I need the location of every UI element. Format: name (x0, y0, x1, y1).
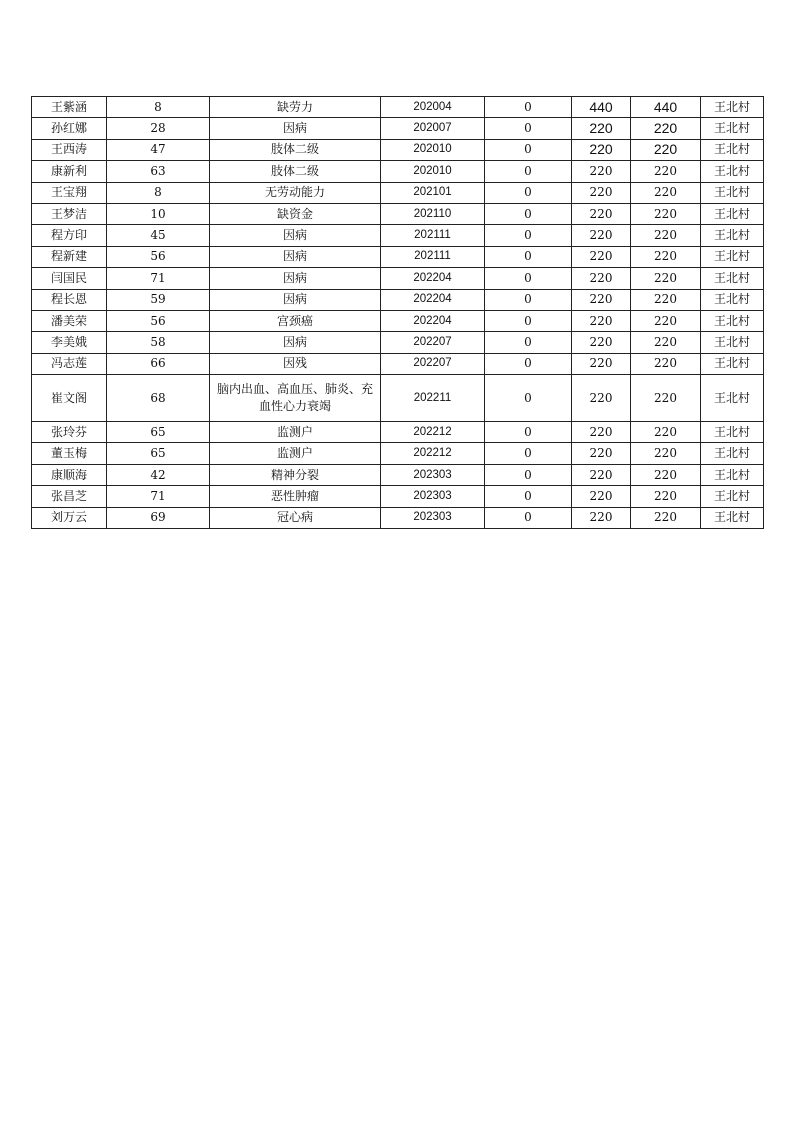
name-cell: 程方印 (32, 225, 107, 246)
date-cell: 202212 (381, 422, 485, 443)
zero-cell: 0 (485, 422, 572, 443)
amount-total-cell: 220 (631, 139, 701, 160)
amount-cell: 220 (572, 161, 631, 182)
amount-cell: 220 (572, 486, 631, 507)
village-cell: 王北村 (701, 289, 764, 310)
zero-cell: 0 (485, 97, 572, 118)
reason-cell: 脑内出血、高血压、肺炎、充血性心力衰竭 (210, 375, 381, 422)
age-cell: 8 (107, 182, 210, 203)
age-cell: 56 (107, 310, 210, 331)
amount-total-cell: 220 (631, 464, 701, 485)
amount-cell: 220 (572, 507, 631, 528)
reason-cell: 因病 (210, 289, 381, 310)
date-cell: 202303 (381, 507, 485, 528)
reason-cell: 肢体二级 (210, 139, 381, 160)
reason-cell: 缺资金 (210, 203, 381, 224)
zero-cell: 0 (485, 268, 572, 289)
age-cell: 66 (107, 353, 210, 374)
amount-cell: 220 (572, 246, 631, 267)
amount-cell: 220 (572, 464, 631, 485)
village-cell: 王北村 (701, 268, 764, 289)
amount-cell: 220 (572, 225, 631, 246)
village-cell: 王北村 (701, 422, 764, 443)
amount-total-cell: 220 (631, 118, 701, 139)
date-cell: 202204 (381, 289, 485, 310)
zero-cell: 0 (485, 139, 572, 160)
table-row (32, 182, 764, 203)
date-cell: 202004 (381, 97, 485, 118)
name-cell: 王梦洁 (32, 203, 107, 224)
reason-cell: 肢体二级 (210, 161, 381, 182)
zero-cell: 0 (485, 118, 572, 139)
date-cell: 202303 (381, 464, 485, 485)
village-cell: 王北村 (701, 443, 764, 464)
village-cell: 王北村 (701, 118, 764, 139)
amount-total-cell: 220 (631, 225, 701, 246)
village-cell: 王北村 (701, 507, 764, 528)
name-cell: 崔文阁 (32, 375, 107, 422)
table-row (32, 486, 764, 507)
assistance-table (31, 96, 764, 529)
amount-cell: 220 (572, 353, 631, 374)
name-cell: 张昌芝 (32, 486, 107, 507)
age-cell: 63 (107, 161, 210, 182)
table-row (32, 464, 764, 485)
age-cell: 28 (107, 118, 210, 139)
table-row (32, 97, 764, 118)
reason-cell: 因病 (210, 246, 381, 267)
table-row (32, 310, 764, 331)
amount-cell: 220 (572, 443, 631, 464)
age-cell: 71 (107, 268, 210, 289)
reason-cell: 因病 (210, 118, 381, 139)
age-cell: 65 (107, 443, 210, 464)
amount-total-cell: 220 (631, 268, 701, 289)
amount-cell: 220 (572, 375, 631, 422)
table-row (32, 507, 764, 528)
age-cell: 59 (107, 289, 210, 310)
age-cell: 47 (107, 139, 210, 160)
date-cell: 202111 (381, 225, 485, 246)
date-cell: 202207 (381, 332, 485, 353)
name-cell: 孙红娜 (32, 118, 107, 139)
amount-cell: 220 (572, 310, 631, 331)
reason-cell: 冠心病 (210, 507, 381, 528)
amount-cell: 220 (572, 332, 631, 353)
table-row (32, 289, 764, 310)
name-cell: 刘万云 (32, 507, 107, 528)
date-cell: 202111 (381, 246, 485, 267)
reason-cell: 因残 (210, 353, 381, 374)
amount-total-cell: 220 (631, 203, 701, 224)
amount-cell: 220 (572, 139, 631, 160)
reason-cell: 因病 (210, 225, 381, 246)
date-cell: 202303 (381, 486, 485, 507)
age-cell: 8 (107, 97, 210, 118)
date-cell: 202110 (381, 203, 485, 224)
amount-total-cell: 220 (631, 443, 701, 464)
table-row (32, 246, 764, 267)
table-row (32, 332, 764, 353)
table-row (32, 422, 764, 443)
age-cell: 58 (107, 332, 210, 353)
age-cell: 71 (107, 486, 210, 507)
name-cell: 张玲芬 (32, 422, 107, 443)
date-cell: 202204 (381, 268, 485, 289)
reason-cell: 精神分裂 (210, 464, 381, 485)
amount-total-cell: 220 (631, 182, 701, 203)
name-cell: 程长恩 (32, 289, 107, 310)
village-cell: 王北村 (701, 97, 764, 118)
zero-cell: 0 (485, 225, 572, 246)
name-cell: 潘美荣 (32, 310, 107, 331)
amount-total-cell: 220 (631, 375, 701, 422)
name-cell: 李美娥 (32, 332, 107, 353)
table-row (32, 225, 764, 246)
table-row (32, 139, 764, 160)
reason-cell: 因病 (210, 332, 381, 353)
reason-cell: 因病 (210, 268, 381, 289)
village-cell: 王北村 (701, 139, 764, 160)
zero-cell: 0 (485, 246, 572, 267)
reason-cell: 宫颈癌 (210, 310, 381, 331)
zero-cell: 0 (485, 353, 572, 374)
amount-total-cell: 220 (631, 289, 701, 310)
zero-cell: 0 (485, 507, 572, 528)
amount-total-cell: 220 (631, 353, 701, 374)
date-cell: 202010 (381, 161, 485, 182)
table-row (32, 375, 764, 422)
age-cell: 42 (107, 464, 210, 485)
reason-cell: 恶性肿瘤 (210, 486, 381, 507)
name-cell: 董玉梅 (32, 443, 107, 464)
amount-total-cell: 220 (631, 507, 701, 528)
date-cell: 202010 (381, 139, 485, 160)
amount-total-cell: 220 (631, 422, 701, 443)
date-cell: 202101 (381, 182, 485, 203)
date-cell: 202007 (381, 118, 485, 139)
zero-cell: 0 (485, 486, 572, 507)
name-cell: 王紫涵 (32, 97, 107, 118)
zero-cell: 0 (485, 182, 572, 203)
date-cell: 202212 (381, 443, 485, 464)
age-cell: 56 (107, 246, 210, 267)
age-cell: 45 (107, 225, 210, 246)
age-cell: 65 (107, 422, 210, 443)
amount-total-cell: 220 (631, 310, 701, 331)
village-cell: 王北村 (701, 246, 764, 267)
zero-cell: 0 (485, 161, 572, 182)
village-cell: 王北村 (701, 203, 764, 224)
amount-cell: 220 (572, 182, 631, 203)
amount-cell: 220 (572, 268, 631, 289)
name-cell: 程新建 (32, 246, 107, 267)
village-cell: 王北村 (701, 182, 764, 203)
amount-total-cell: 440 (631, 97, 701, 118)
age-cell: 69 (107, 507, 210, 528)
table-row (32, 118, 764, 139)
reason-cell: 缺劳力 (210, 97, 381, 118)
name-cell: 康顺海 (32, 464, 107, 485)
amount-cell: 220 (572, 203, 631, 224)
village-cell: 王北村 (701, 375, 764, 422)
zero-cell: 0 (485, 310, 572, 331)
village-cell: 王北村 (701, 225, 764, 246)
reason-cell: 无劳动能力 (210, 182, 381, 203)
amount-cell: 440 (572, 97, 631, 118)
table-body (32, 97, 764, 529)
village-cell: 王北村 (701, 353, 764, 374)
amount-cell: 220 (572, 422, 631, 443)
date-cell: 202204 (381, 310, 485, 331)
zero-cell: 0 (485, 443, 572, 464)
age-cell: 10 (107, 203, 210, 224)
table-row (32, 203, 764, 224)
date-cell: 202211 (381, 375, 485, 422)
village-cell: 王北村 (701, 310, 764, 331)
amount-total-cell: 220 (631, 332, 701, 353)
amount-cell: 220 (572, 289, 631, 310)
reason-cell: 监测户 (210, 443, 381, 464)
name-cell: 康新利 (32, 161, 107, 182)
village-cell: 王北村 (701, 332, 764, 353)
table-row (32, 353, 764, 374)
name-cell: 王西涛 (32, 139, 107, 160)
zero-cell: 0 (485, 464, 572, 485)
village-cell: 王北村 (701, 161, 764, 182)
name-cell: 王宝翔 (32, 182, 107, 203)
amount-total-cell: 220 (631, 161, 701, 182)
amount-cell: 220 (572, 118, 631, 139)
date-cell: 202207 (381, 353, 485, 374)
zero-cell: 0 (485, 375, 572, 422)
zero-cell: 0 (485, 289, 572, 310)
table-row (32, 268, 764, 289)
table-row (32, 443, 764, 464)
name-cell: 冯志莲 (32, 353, 107, 374)
amount-total-cell: 220 (631, 246, 701, 267)
zero-cell: 0 (485, 332, 572, 353)
amount-total-cell: 220 (631, 486, 701, 507)
age-cell: 68 (107, 375, 210, 422)
village-cell: 王北村 (701, 464, 764, 485)
village-cell: 王北村 (701, 486, 764, 507)
name-cell: 闫国民 (32, 268, 107, 289)
table-row (32, 161, 764, 182)
zero-cell: 0 (485, 203, 572, 224)
reason-cell: 监测户 (210, 422, 381, 443)
